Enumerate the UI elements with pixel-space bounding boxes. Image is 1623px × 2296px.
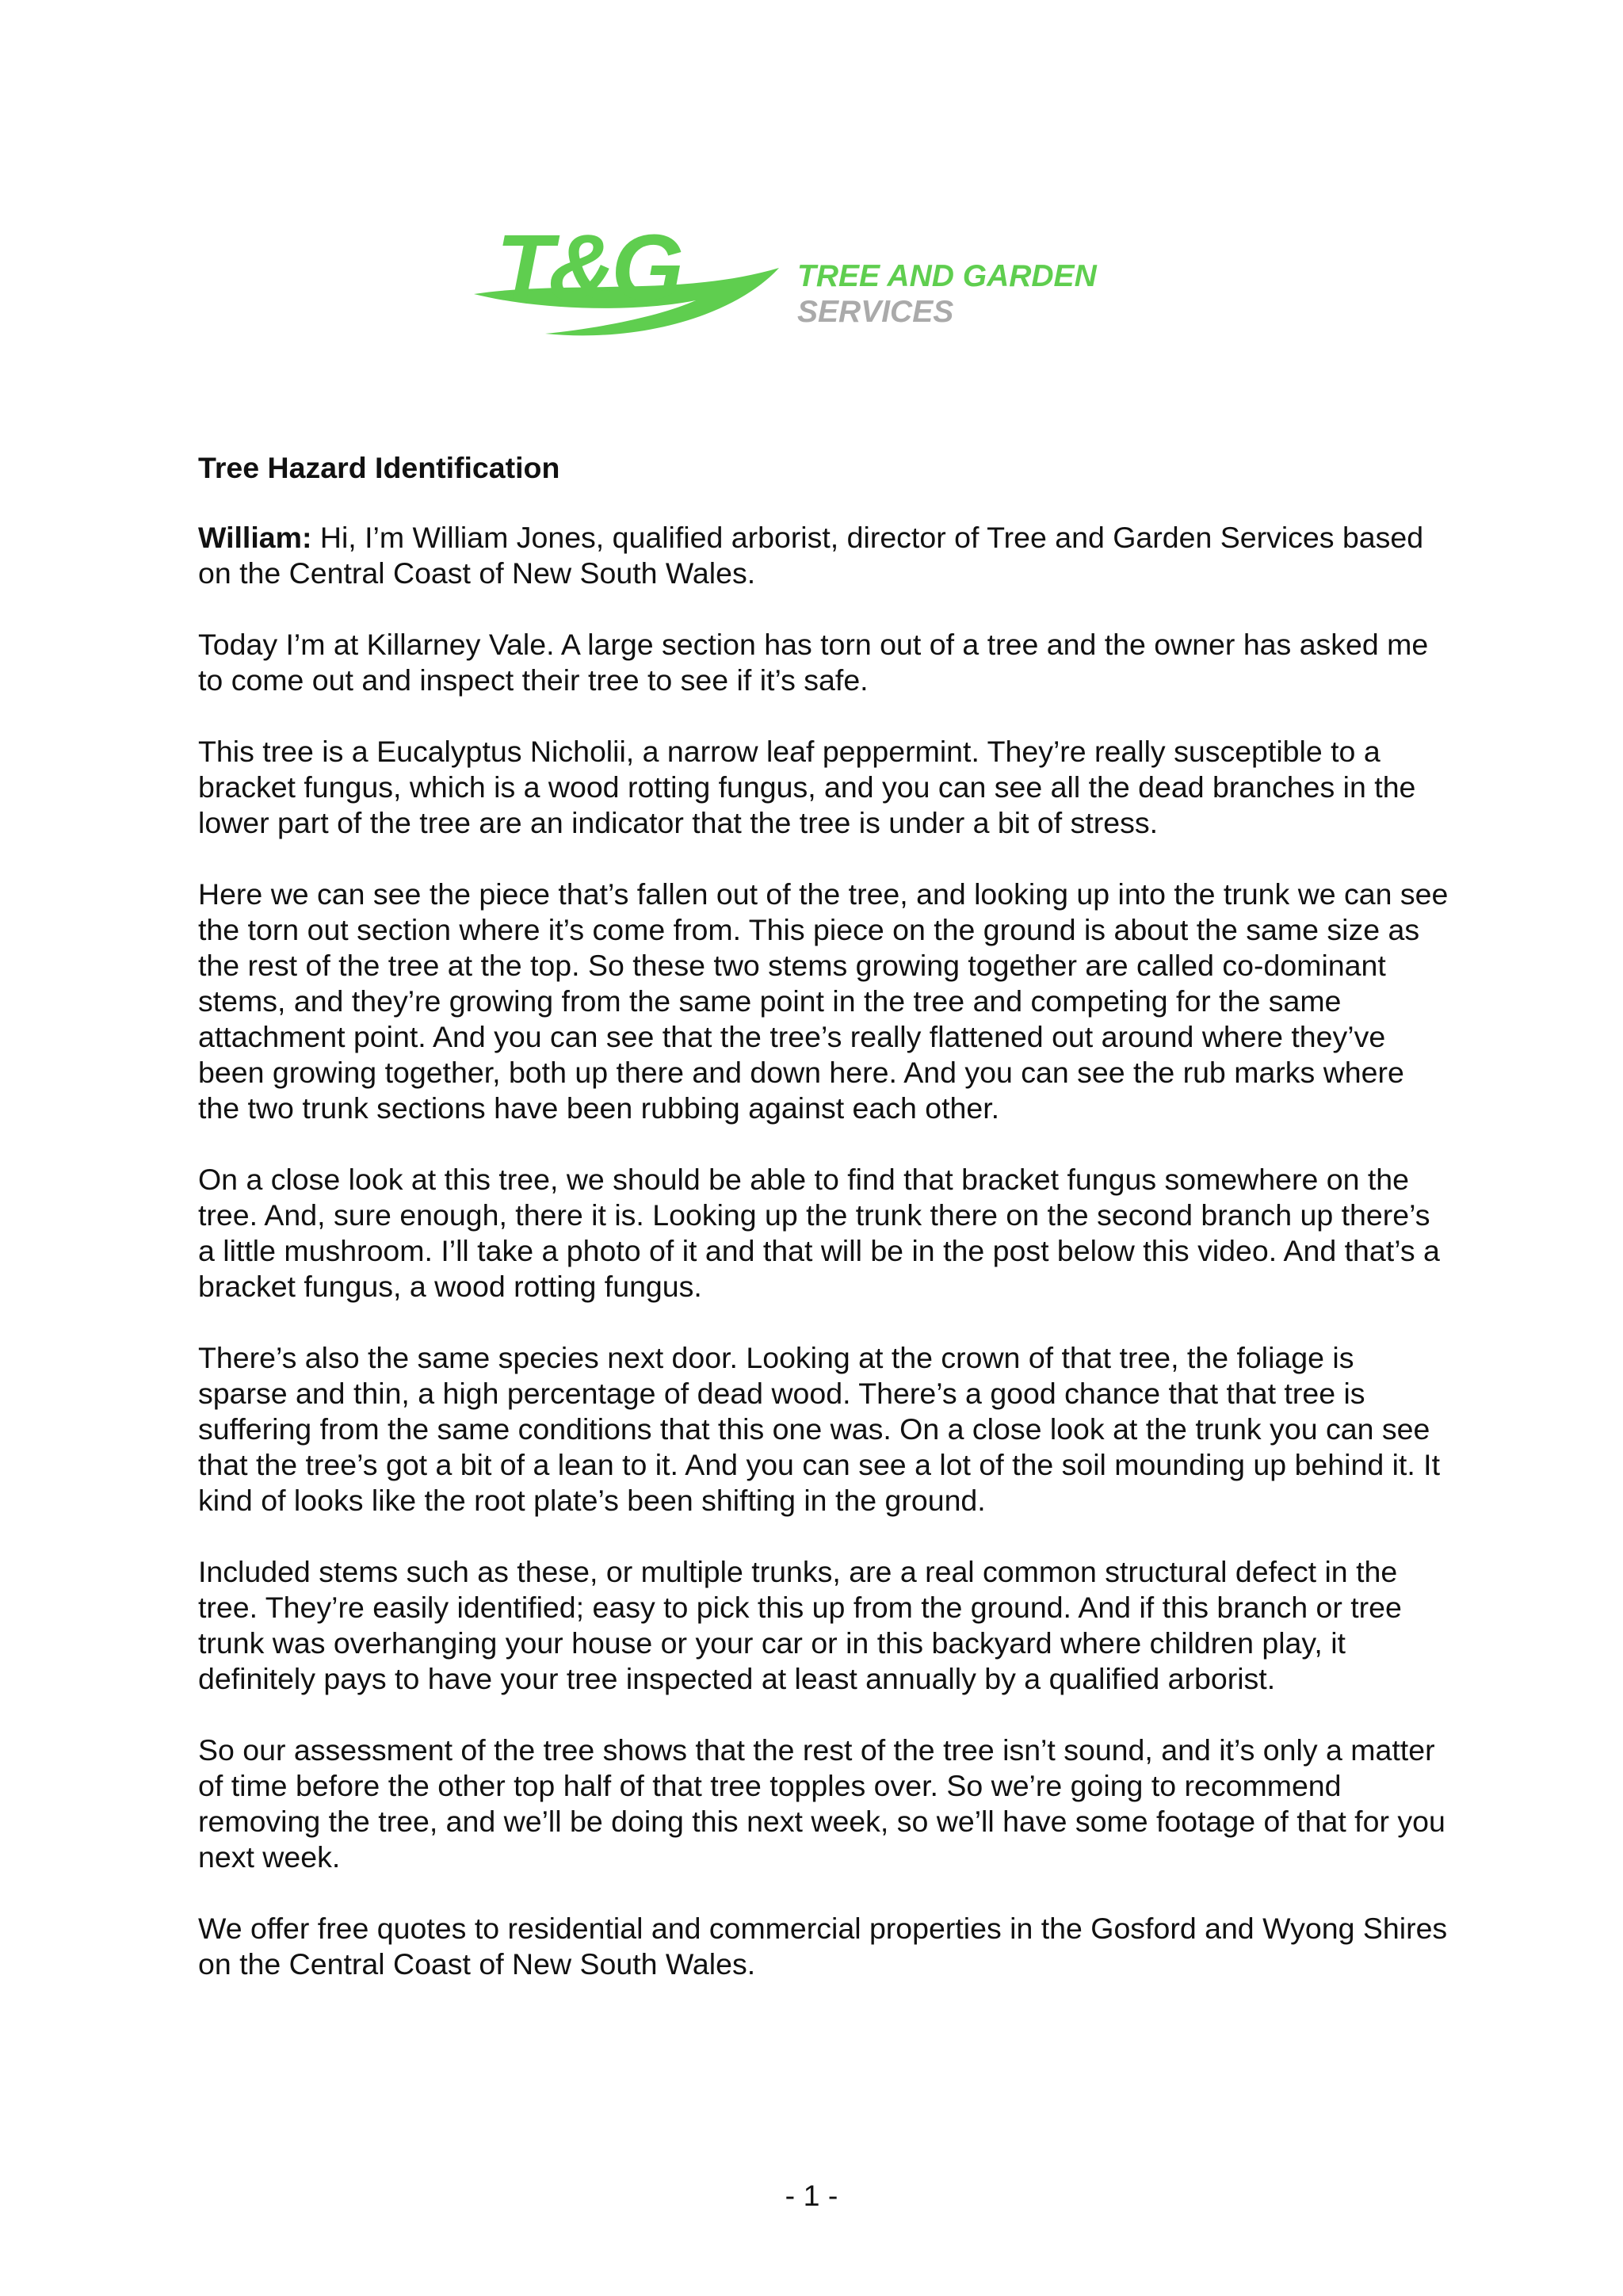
- logo-line2: SERVICES: [797, 295, 954, 329]
- logo-line1: TREE AND GARDEN: [797, 259, 1097, 293]
- paragraph-intro: [198, 520, 1450, 591]
- paragraph: Today I’m at Killarney Vale. A large section has torn out of a tree and the owner has asked me to come out and inspect their tree to see if it’s safe.: [198, 628, 1429, 697]
- tg-logo-graphic: [474, 224, 1155, 343]
- paragraph-intro-text: Hi, I’m William Jones, qualified arborist, director of Tree and Garden Services based on the Central Coast of New South Wales.: [198, 521, 1424, 590]
- paragraph: Included stems such as these, or multiple trunks, are a real common structural defect in the tree. They’re easily identified; easy to pick this up from the ground. And if this branch or tree trunk was overhanging your house or your car or in this backyard where children play, it definitely pays to have your tree inspected at least annually by a qualified arborist.: [198, 1555, 1402, 1695]
- company-logo: [474, 224, 1155, 343]
- logo-letters: T&G: [496, 224, 680, 320]
- document-title: Tree Hazard Identification: [198, 451, 560, 484]
- paragraph: There’s also the same species next door. Looking at the crown of that tree, the foliage is sparse and thin, a high percentage of dead wood. There’s a good chance that that tree is suffering from the same conditions that this one was. On a close look at the trunk you can see that the tree’s got a bit of a lean to it. And you can see a lot of the soil mounding up behind it. It kind of looks like the root plate’s been shifting in the ground.: [198, 1341, 1441, 1517]
- document-body: [198, 450, 1450, 2018]
- paragraph: This tree is a Eucalyptus Nicholii, a narrow leaf peppermint. They’re really susceptible to a bracket fungus, which is a wood rotting fungus, and you can see all the dead branches in the lower part of the tree are an indicator that the tree is under a bit of stress.: [198, 735, 1416, 839]
- page-number: - 1 -: [785, 2179, 838, 2212]
- paragraph: On a close look at this tree, we should be able to find that bracket fungus somewhere on the tree. And, sure enough, there it is. Looking up the trunk there on the second branch up there’s a little mushroom. I’ll take a photo of it and that will be in the post below this video. And that’s a bracket fungus, a wood rotting fungus.: [198, 1163, 1440, 1303]
- paragraph: Here we can see the piece that’s fallen out of the tree, and looking up into the trunk we can see the torn out section where it’s come from. This piece on the ground is about the same size as the rest of the tree at the top. So these two stems growing together are called co-dominant stems, and they’re growing from the same point in the tree and competing for the same attachment point. And you can see that the tree’s really flattened out around where they’ve been growing together, both up there and down here. And you can see the rub marks where the two trunk sections have been rubbing against each other.: [198, 877, 1449, 1125]
- speaker-label: William:: [198, 521, 312, 554]
- paragraph: So our assessment of the tree shows that the rest of the tree isn’t sound, and it’s only a matter of time before the other top half of that tree topples over. So we’re going to recommend removing the tree, and we’ll be doing this next week, so we’ll have some footage of that for you next week.: [198, 1733, 1445, 1874]
- paragraph: We offer free quotes to residential and commercial properties in the Gosford and Wyong Shires on the Central Coast of New South Wales.: [198, 1912, 1448, 1981]
